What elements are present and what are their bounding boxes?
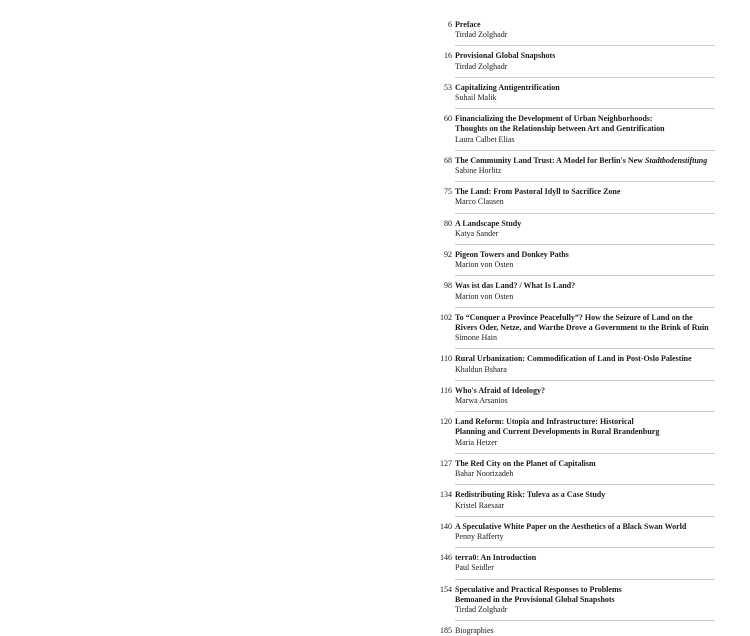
entry-title bbox=[455, 490, 740, 500]
entry-title bbox=[455, 585, 740, 595]
page-number: 127 bbox=[440, 458, 452, 468]
divider bbox=[455, 579, 715, 580]
page-number: 53 bbox=[444, 82, 452, 92]
divider bbox=[455, 244, 715, 245]
entry-body bbox=[455, 83, 740, 103]
entry-title-text: The Community Land Trust: A Model for Berlin's New bbox=[455, 155, 646, 165]
page-number: 134 bbox=[440, 490, 452, 500]
entry-title-text: Thoughts on the Relationship between Art and Gentrification bbox=[455, 124, 665, 134]
entry-body bbox=[455, 490, 740, 510]
divider bbox=[455, 307, 715, 308]
entry-title bbox=[455, 219, 740, 229]
entry-author: Marion von Osten bbox=[455, 291, 514, 301]
entry-author: Tirdad Zolghadr bbox=[455, 30, 508, 40]
entry-body bbox=[455, 156, 740, 176]
toc-entry[interactable] bbox=[420, 83, 740, 103]
toc-entry[interactable] bbox=[420, 417, 740, 448]
entry-author: Maria Hetzer bbox=[455, 437, 498, 447]
entry-body bbox=[455, 51, 740, 71]
entry-body bbox=[455, 386, 740, 406]
divider bbox=[455, 150, 715, 151]
page-number: 75 bbox=[444, 187, 452, 197]
entry-author: Paul Seidler bbox=[455, 563, 494, 573]
entry-body bbox=[455, 417, 740, 448]
toc-entry[interactable] bbox=[420, 626, 740, 636]
entry-title-text: A Speculative White Paper on the Aesthetics of a Black Swan World bbox=[455, 521, 687, 531]
toc-entry[interactable] bbox=[420, 313, 740, 344]
entry-title bbox=[455, 313, 740, 323]
entry-title-text: The Land: From Pastoral Idyll to Sacrifice Zone bbox=[455, 187, 621, 197]
entry-title-text: A Landscape Study bbox=[455, 218, 522, 228]
entry-title bbox=[455, 427, 740, 437]
toc-entry[interactable] bbox=[420, 354, 740, 374]
entry-author: Marco Clausen bbox=[455, 197, 504, 207]
entry-title bbox=[455, 114, 740, 124]
entry-title-text: Was ist das Land? / What Is Land? bbox=[455, 281, 576, 291]
entry-author: Laura Calbet Elias bbox=[455, 134, 515, 144]
page-number: 110 bbox=[440, 354, 452, 364]
entry-title bbox=[455, 83, 740, 93]
divider bbox=[455, 275, 715, 276]
entry-title bbox=[455, 595, 740, 605]
divider bbox=[455, 484, 715, 485]
entry-body bbox=[455, 585, 740, 616]
page-number: 120 bbox=[440, 417, 452, 427]
divider bbox=[455, 348, 715, 349]
page-number: 98 bbox=[444, 281, 452, 291]
page-number: 116 bbox=[440, 385, 452, 395]
entry-author: Khaldun Bshara bbox=[455, 364, 507, 374]
entry-author: Tirdad Zolghadr bbox=[455, 604, 508, 614]
entry-title bbox=[455, 51, 740, 61]
divider bbox=[455, 516, 715, 517]
entry-title-italic: Stadtbodenstiftung bbox=[645, 155, 708, 165]
entry-body bbox=[455, 281, 740, 301]
toc-entry[interactable] bbox=[420, 187, 740, 207]
entry-author: Tirdad Zolghadr bbox=[455, 61, 508, 71]
entry-title bbox=[455, 323, 740, 333]
toc-entry[interactable] bbox=[420, 219, 740, 239]
entry-title bbox=[455, 354, 740, 364]
entry-body bbox=[455, 114, 740, 145]
entry-title-text: terra0: An Introduction bbox=[455, 553, 537, 563]
entry-title bbox=[455, 281, 740, 291]
divider bbox=[455, 213, 715, 214]
entry-title-text: Financializing the Development of Urban Neighborhoods: bbox=[455, 114, 653, 124]
entry-author: Katya Sander bbox=[455, 228, 499, 238]
entry-title bbox=[455, 522, 740, 532]
toc-entry[interactable] bbox=[420, 51, 740, 71]
page-number: 60 bbox=[444, 114, 452, 124]
entry-title bbox=[455, 156, 740, 166]
entry-title bbox=[455, 417, 740, 427]
entry-body bbox=[455, 354, 740, 374]
entry-author: Marwa Arsanios bbox=[455, 396, 508, 406]
toc-entry[interactable] bbox=[420, 281, 740, 301]
entry-body bbox=[455, 20, 740, 40]
entry-title-text: Planning and Current Developments in Rural Brandenburg bbox=[455, 427, 660, 437]
divider bbox=[455, 620, 715, 621]
entry-title-text: Land Reform: Utopia and Infrastructure: Historical bbox=[455, 417, 634, 427]
entry-body bbox=[455, 187, 740, 207]
divider bbox=[455, 411, 715, 412]
entry-author: Bahar Noorizadeh bbox=[455, 469, 514, 479]
entry-body bbox=[455, 313, 740, 344]
toc-entry[interactable] bbox=[420, 490, 740, 510]
entry-title-text: Redistributing Risk: Tuleva as a Case Study bbox=[455, 490, 606, 500]
entry-title bbox=[455, 20, 740, 30]
divider bbox=[455, 181, 715, 182]
entry-body bbox=[455, 522, 740, 542]
page-number: 80 bbox=[444, 218, 452, 228]
entry-label: Biographies bbox=[455, 626, 494, 636]
divider bbox=[455, 547, 715, 548]
entry-body bbox=[455, 553, 740, 573]
entry-title bbox=[455, 386, 740, 396]
entry-author: Sabine Horlitz bbox=[455, 166, 502, 176]
page-number: 16 bbox=[444, 51, 452, 61]
entry-title bbox=[455, 250, 740, 260]
entry-author: Penny Rafferty bbox=[455, 531, 504, 541]
page-number: 6 bbox=[448, 20, 452, 29]
entry-title-text: Rural Urbanization: Commodification of Land in Post-Oslo Palestine bbox=[455, 354, 692, 364]
table-of-contents bbox=[420, 20, 740, 636]
divider bbox=[455, 453, 715, 454]
entry-title-text: Pigeon Towers and Donkey Paths bbox=[455, 250, 569, 260]
page-number: 185 bbox=[440, 626, 452, 636]
toc-entry[interactable] bbox=[420, 459, 740, 479]
page-number: 102 bbox=[440, 312, 452, 322]
entry-title-text: Capitalizing Antigentrification bbox=[455, 82, 560, 92]
toc-entry[interactable] bbox=[420, 386, 740, 406]
toc-entry[interactable] bbox=[420, 114, 740, 145]
entry-author: Kristel Raesaar bbox=[455, 500, 505, 510]
entry-title-text: Speculative and Practical Responses to Problems bbox=[455, 584, 622, 594]
toc-entry[interactable] bbox=[420, 250, 740, 270]
page-number: 68 bbox=[444, 155, 452, 165]
entry-title-text: Rivers Oder, Netze, and Warthe Drove a Government to the Brink of Ruin bbox=[455, 323, 709, 333]
page-number: 140 bbox=[440, 521, 452, 531]
divider bbox=[455, 380, 715, 381]
entry-body bbox=[455, 459, 740, 479]
page-number: 146 bbox=[440, 553, 452, 563]
entry-title-text: Provisional Global Snapshots bbox=[455, 51, 556, 61]
divider bbox=[455, 45, 715, 46]
entry-author: Suhail Malik bbox=[455, 93, 497, 103]
toc-entry[interactable] bbox=[420, 553, 740, 573]
entry-body bbox=[455, 219, 740, 239]
divider bbox=[455, 108, 715, 109]
entry-title-text: Bemoaned in the Provisional Global Snapshots bbox=[455, 594, 615, 604]
entry-body bbox=[455, 250, 740, 270]
entry-title bbox=[455, 187, 740, 197]
toc-entry[interactable] bbox=[420, 156, 740, 176]
entry-title bbox=[455, 124, 740, 134]
entry-title-text: Preface bbox=[455, 20, 481, 29]
entry-title-text: Who's Afraid of Ideology? bbox=[455, 385, 546, 395]
divider bbox=[455, 77, 715, 78]
entry-author: Simone Hain bbox=[455, 333, 497, 343]
entry-title bbox=[455, 459, 740, 469]
entry-title bbox=[455, 553, 740, 563]
toc-entry[interactable] bbox=[420, 585, 740, 616]
entry-author: Marion von Osten bbox=[455, 260, 514, 270]
page-number: 92 bbox=[444, 250, 452, 260]
entry-body bbox=[455, 626, 740, 636]
page-number: 154 bbox=[440, 584, 452, 594]
toc-entry[interactable] bbox=[420, 20, 740, 40]
toc-entry[interactable] bbox=[420, 522, 740, 542]
entry-title-text: The Red City on the Planet of Capitalism bbox=[455, 458, 596, 468]
entry-title-text: To “Conquer a Province Peacefully”? How the Seizure of Land on the bbox=[455, 312, 693, 322]
